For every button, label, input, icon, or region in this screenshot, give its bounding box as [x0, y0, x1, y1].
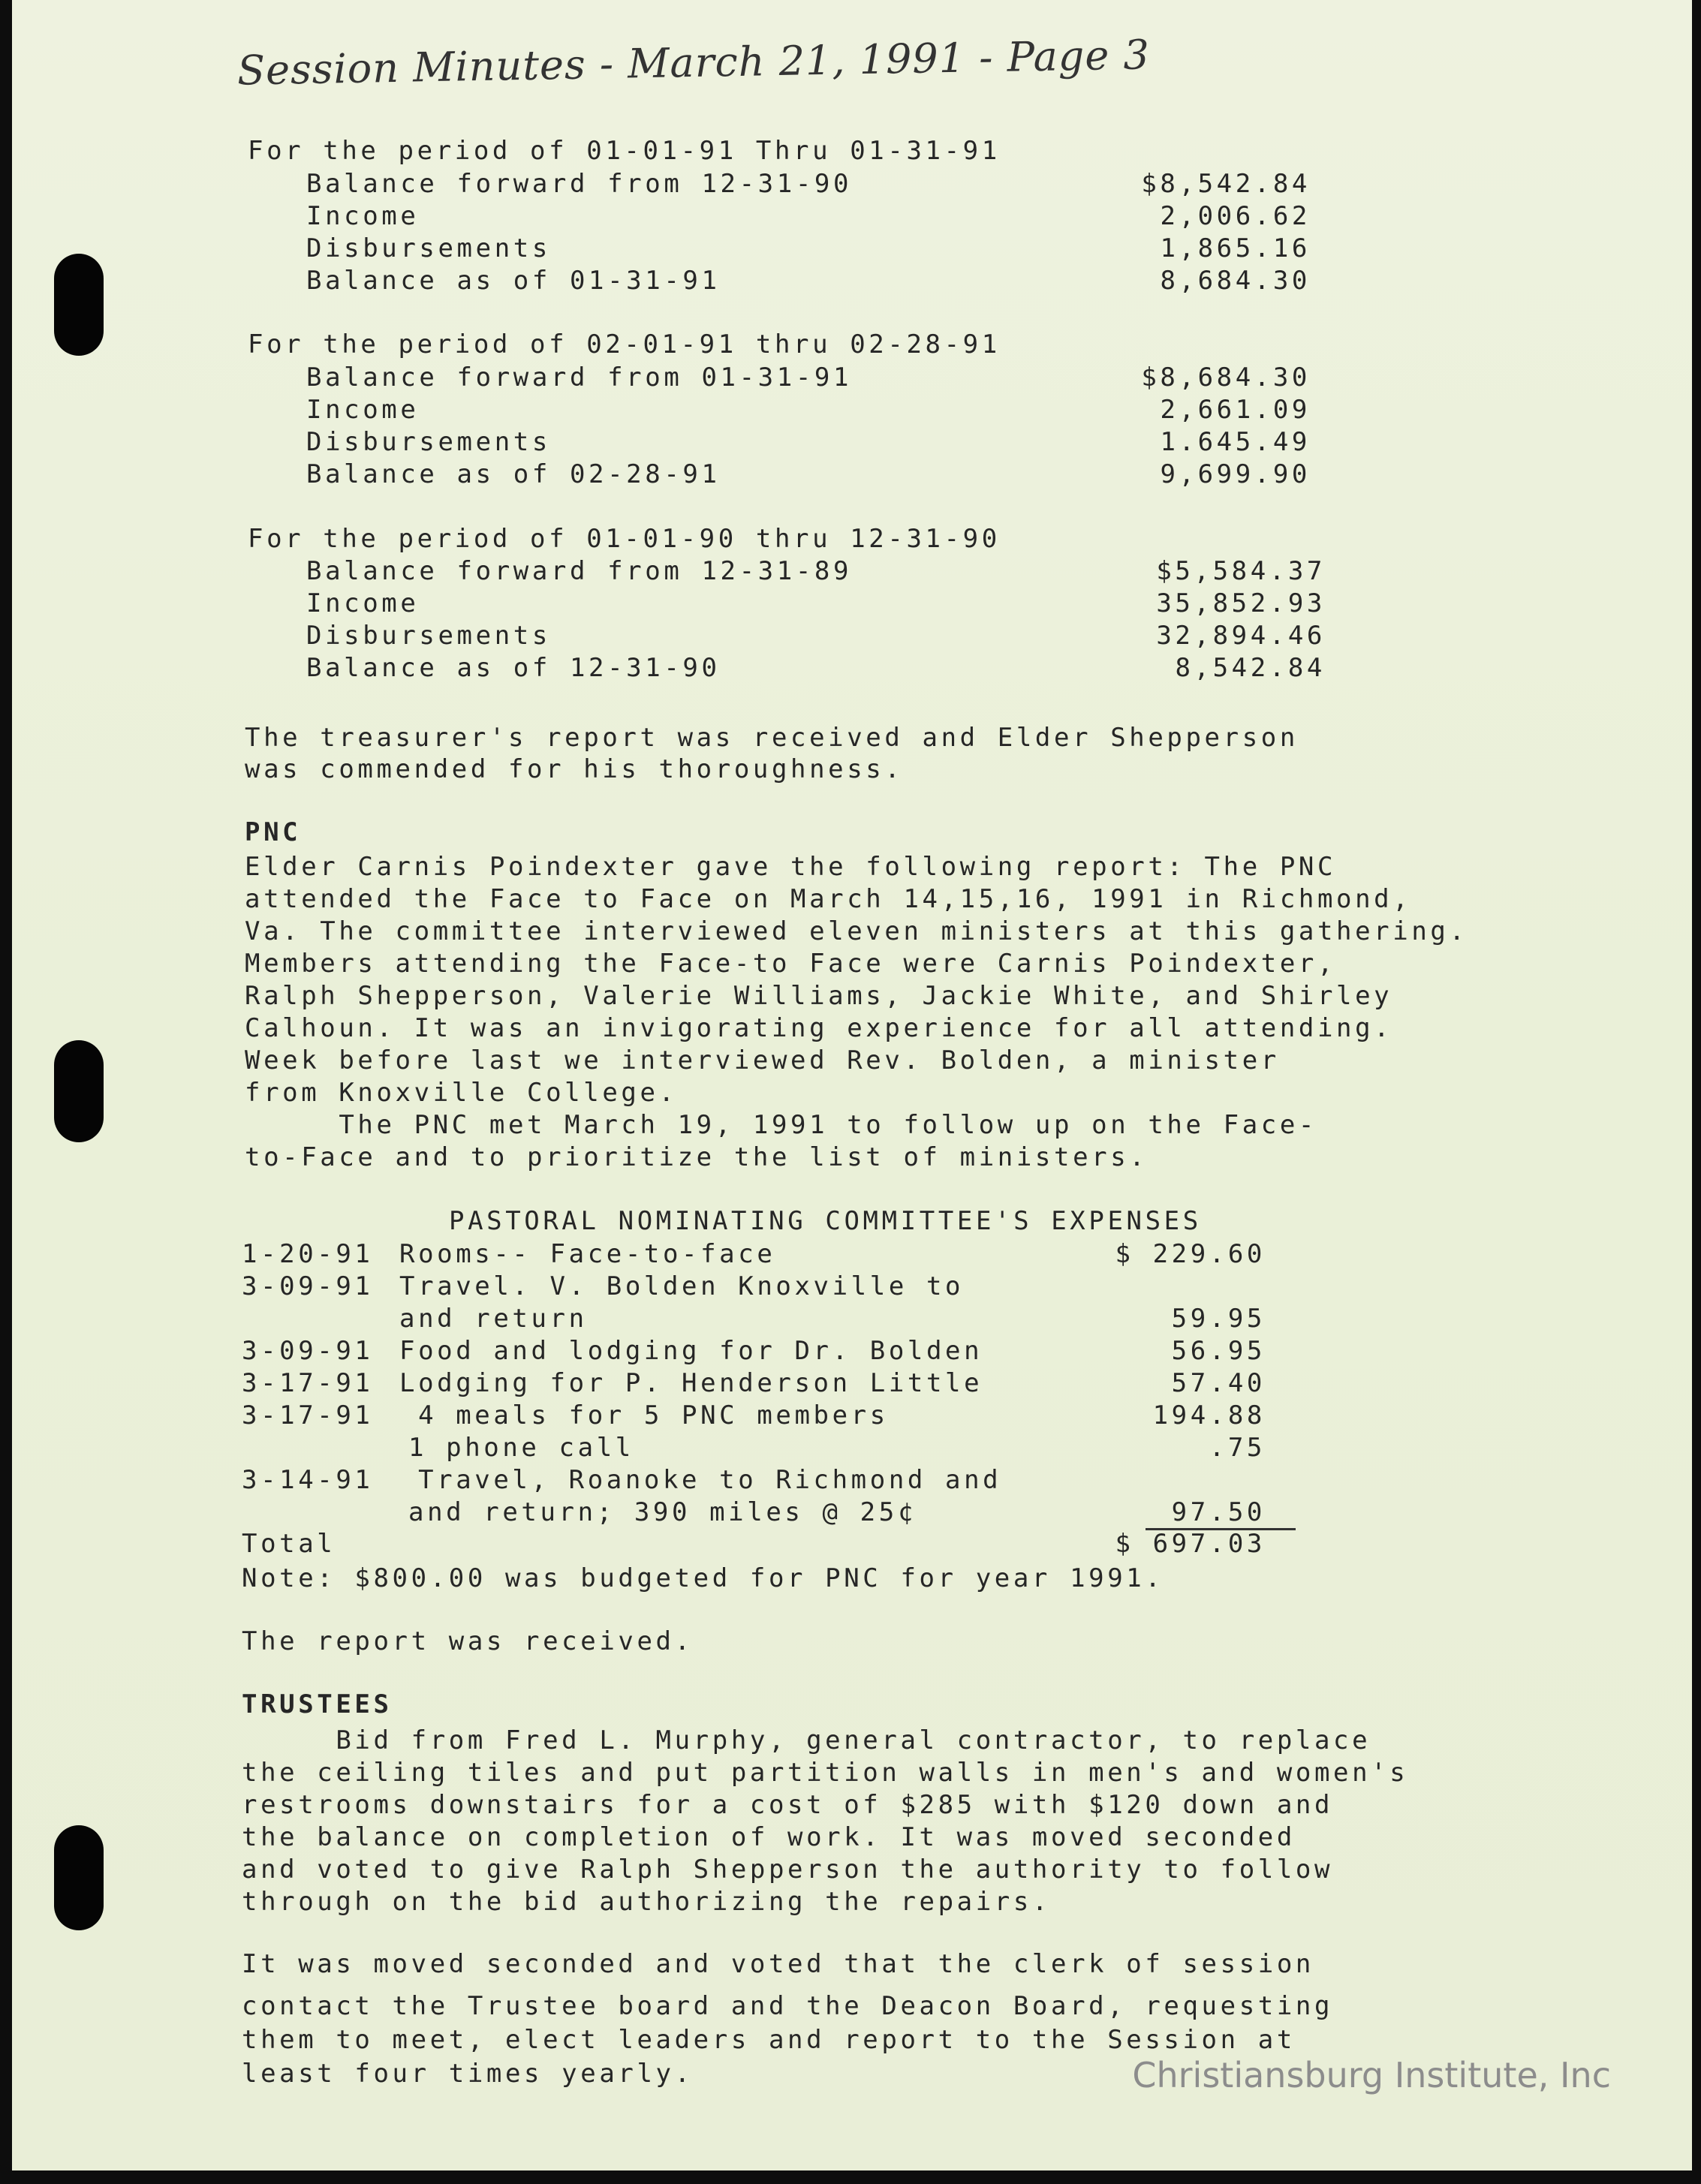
trustees-line: Bid from Fred L. Murphy, general contractor, to replace	[242, 1725, 1371, 1755]
watermark: Christiansburg Institute, Inc	[1132, 2055, 1611, 2095]
pnc-line: from Knoxville College.	[245, 1078, 678, 1108]
treasurer-note-line: was commended for his thoroughness.	[245, 754, 904, 784]
trustees-heading: TRUSTEES	[242, 1689, 393, 1719]
final-paragraph-line: contact the Trustee board and the Deacon Board, requesting	[242, 1991, 1334, 2021]
pnc-line: attended the Face to Face on March 14,15,16, 1991 in Richmond,	[245, 884, 1412, 914]
expense-date: 3-14-91	[242, 1465, 374, 1495]
period-row-label: Balance as of 02-28-91	[306, 459, 721, 489]
trustees-line: restrooms downstairs for a cost of $285 with $120 down and	[242, 1790, 1334, 1820]
expenses-title: PASTORAL NOMINATING COMMITTEE'S EXPENSES	[449, 1206, 1202, 1236]
expense-total-amount: $ 697.03	[1115, 1529, 1266, 1559]
period-row-amount: 32,894.46	[1156, 621, 1326, 651]
document-page	[12, 0, 1692, 2170]
expense-amount: $ 229.60	[1115, 1239, 1266, 1269]
pnc-line: Members attending the Face-to Face were Carnis Poindexter,	[245, 949, 1337, 979]
period-row-label: Income	[306, 395, 420, 425]
expense-date: 3-09-91	[242, 1271, 374, 1301]
pnc-line: Ralph Shepperson, Valerie Williams, Jackie White, and Shirley	[245, 981, 1393, 1011]
pnc-line: Week before last we interviewed Rev. Bolden, a minister	[245, 1045, 1280, 1075]
pnc-line: The PNC met March 19, 1991 to follow up on the Face-	[245, 1110, 1317, 1140]
period-row-amount: 2,006.62	[1160, 201, 1311, 231]
expense-date: 3-09-91	[242, 1336, 374, 1366]
period-row-label: Balance as of 01-31-91	[306, 266, 721, 296]
period-row-amount: 9,699.90	[1160, 459, 1311, 489]
period-row-amount: $8,684.30	[1141, 362, 1311, 393]
final-paragraph-line: least four times yearly.	[242, 2059, 694, 2089]
period-heading: For the period of 01-01-90 thru 12-31-90	[248, 524, 1001, 554]
expense-amount: 59.95	[1171, 1304, 1266, 1334]
expense-desc: and return	[399, 1304, 588, 1334]
expense-amount: 56.95	[1171, 1336, 1266, 1366]
expense-amount: 97.50	[1171, 1497, 1266, 1527]
expense-desc: Rooms-- Face-to-face	[399, 1239, 776, 1269]
period-row-label: Income	[306, 201, 420, 231]
expense-desc: Lodging for P. Henderson Little	[399, 1368, 983, 1398]
period-row-label: Balance forward from 01-31-91	[306, 362, 853, 393]
expense-desc: 4 meals for 5 PNC members	[399, 1400, 889, 1430]
final-paragraph-line: them to meet, elect leaders and report to the Session at	[242, 2025, 1296, 2055]
period-row-label: Balance forward from 12-31-89	[306, 556, 853, 586]
period-heading: For the period of 02-01-91 thru 02-28-91	[248, 329, 1001, 359]
expense-amount: 57.40	[1171, 1368, 1266, 1398]
handwritten-title: Session Minutes - March 21, 1991 - Page 3	[236, 31, 1151, 95]
trustees-line: and voted to give Ralph Shepperson the authority to follow	[242, 1855, 1334, 1885]
expense-date: 3-17-91	[242, 1368, 374, 1398]
pnc-line: Elder Carnis Poindexter gave the following report: The PNC	[245, 852, 1337, 882]
period-row-amount: 1.645.49	[1160, 427, 1311, 457]
period-row-label: Disbursements	[306, 233, 551, 263]
period-row-amount: 8,684.30	[1160, 266, 1311, 296]
binder-hole-top	[54, 254, 104, 356]
period-row-amount: 8,542.84	[1175, 653, 1326, 683]
period-row-label: Balance as of 12-31-90	[306, 653, 721, 683]
period-row-label: Disbursements	[306, 427, 551, 457]
expense-desc: and return; 390 miles @ 25¢	[408, 1497, 917, 1527]
expense-desc: 1 phone call	[408, 1433, 634, 1463]
expense-total-label: Total	[242, 1529, 336, 1559]
final-paragraph-line: It was moved seconded and voted that the clerk of session	[242, 1949, 1314, 1979]
expense-desc: Travel. V. Bolden Knoxville to	[399, 1271, 965, 1301]
trustees-line: through on the bid authorizing the repairs.	[242, 1887, 1051, 1917]
period-row-amount: $8,542.84	[1141, 169, 1311, 199]
trustees-line: the balance on completion of work. It was moved seconded	[242, 1822, 1296, 1852]
pnc-line: Calhoun. It was an invigorating experience for all attending.	[245, 1013, 1393, 1043]
period-row-amount: 35,852.93	[1156, 588, 1326, 618]
report-received: The report was received.	[242, 1626, 694, 1656]
period-row-amount: 1,865.16	[1160, 233, 1311, 263]
period-row-label: Balance forward from 12-31-90	[306, 169, 853, 199]
pnc-heading: PNC	[245, 817, 302, 847]
period-row-label: Disbursements	[306, 621, 551, 651]
period-row-amount: $5,584.37	[1156, 556, 1326, 586]
pnc-line: Va. The committee interviewed eleven ministers at this gathering.	[245, 916, 1468, 946]
binder-hole-bottom	[54, 1825, 104, 1930]
period-row-label: Income	[306, 588, 420, 618]
treasurer-note-line: The treasurer's report was received and Elder Shepperson	[245, 723, 1299, 753]
expense-amount: 194.88	[1152, 1400, 1266, 1430]
expense-date: 3-17-91	[242, 1400, 374, 1430]
pnc-line: to-Face and to prioritize the list of ministers.	[245, 1142, 1149, 1172]
binder-hole-middle	[54, 1040, 104, 1142]
trustees-line: the ceiling tiles and put partition walls in men's and women's	[242, 1758, 1409, 1788]
expense-desc: Travel, Roanoke to Richmond and	[399, 1465, 1002, 1495]
period-row-amount: 2,661.09	[1160, 395, 1311, 425]
expense-note: Note: $800.00 was budgeted for PNC for year 1991.	[242, 1563, 1164, 1593]
period-heading: For the period of 01-01-91 Thru 01-31-91	[248, 136, 1001, 166]
expense-date: 1-20-91	[242, 1239, 374, 1269]
expense-amount: .75	[1209, 1433, 1266, 1463]
expense-desc: Food and lodging for Dr. Bolden	[399, 1336, 983, 1366]
